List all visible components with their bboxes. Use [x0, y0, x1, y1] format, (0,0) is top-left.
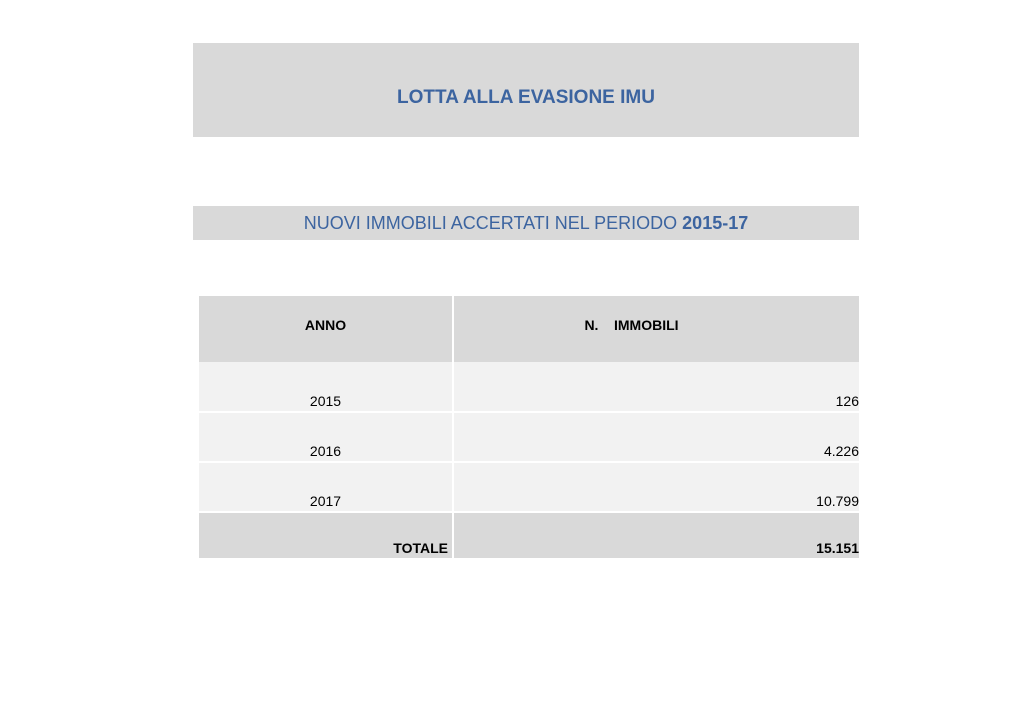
- count-value: 10.799: [816, 493, 859, 509]
- year-value: 2017: [309, 493, 342, 509]
- year-value: 2016: [309, 443, 342, 459]
- count-value: 126: [835, 393, 859, 409]
- header-anno: [199, 296, 454, 362]
- total-label-cell: [199, 513, 454, 558]
- document-subtitle: [304, 213, 748, 234]
- year-value: 2015: [309, 393, 342, 409]
- year-cell: [199, 463, 454, 513]
- subtitle-period: 2015-17: [682, 212, 749, 233]
- count-value: 4.226: [823, 443, 859, 459]
- subtitle-banner: [193, 206, 859, 240]
- header-immobili: [454, 296, 859, 362]
- title-banner: [193, 43, 859, 137]
- total-value-cell: [454, 513, 859, 558]
- year-cell: [199, 362, 454, 413]
- year-cell: [199, 413, 454, 463]
- header-immobili-label: N. IMMOBILI: [584, 317, 679, 333]
- immobili-table: [199, 296, 859, 558]
- total-value: 15.151: [816, 540, 859, 556]
- table-row: [199, 413, 859, 463]
- total-label: TOTALE: [393, 540, 448, 556]
- count-cell: [454, 413, 859, 463]
- table-total-row: [199, 513, 859, 558]
- table-header-row: [199, 296, 859, 362]
- subtitle-regular-text: NUOVI IMMOBILI ACCERTATI NEL PERIODO: [303, 212, 683, 233]
- count-cell: [454, 463, 859, 513]
- header-anno-label: ANNO: [304, 317, 347, 333]
- table-row: [199, 362, 859, 413]
- table-row: [199, 463, 859, 513]
- count-cell: [454, 362, 859, 413]
- document-title: LOTTA ALLA EVASIONE IMU: [397, 87, 655, 108]
